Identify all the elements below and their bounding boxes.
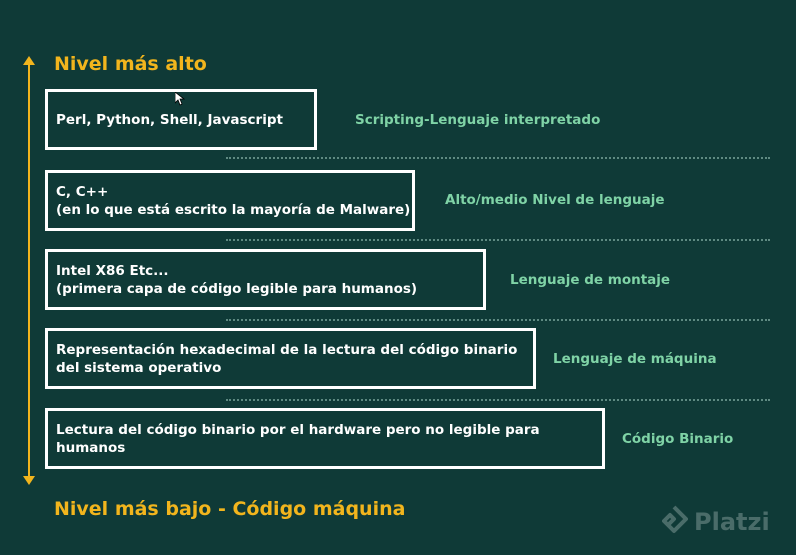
level-box-line: C, C++ [56,183,109,200]
axis-arrow-down-icon [23,476,35,485]
platzi-watermark [660,505,770,539]
level-divider [226,239,770,241]
level-label-high-medium: Alto/medio Nivel de lenguaje [445,192,665,208]
level-box-c [45,170,415,231]
platzi-watermark-text: Platzi [694,508,770,536]
level-divider [226,319,770,321]
level-box-binary [45,408,605,469]
bottom-level-heading: Nivel más bajo - Código máquina [54,498,406,520]
platzi-logo-icon [660,505,688,539]
level-divider [226,157,770,159]
level-label-assembly: Lenguaje de montaje [510,272,671,288]
level-box-line: del sistema operativo [56,359,222,376]
level-box-line: Representación hexadecimal de la lectura del código binario [56,341,518,358]
level-box-machine-hex [45,328,536,389]
level-box-line: (en lo que está escrito la mayoría de Malware) [56,201,411,218]
mouse-cursor-icon [175,92,185,106]
level-box-line: Perl, Python, Shell, Javascript [56,111,283,128]
top-level-heading: Nivel más alto [54,53,207,75]
level-label-binary: Código Binario [622,431,734,447]
level-label-machine: Lenguaje de máquina [553,351,717,367]
level-box-line: Lectura del código binario por el hardware pero no legible para humanos [56,421,540,456]
level-divider [226,399,770,401]
level-box-line: Intel X86 Etc... [56,262,169,279]
level-label-scripting: Scripting-Lenguaje interpretado [355,112,601,128]
vertical-level-axis [28,62,30,480]
level-box-line: (primera capa de código legible para humanos) [56,280,418,297]
level-box-assembly [45,249,486,310]
